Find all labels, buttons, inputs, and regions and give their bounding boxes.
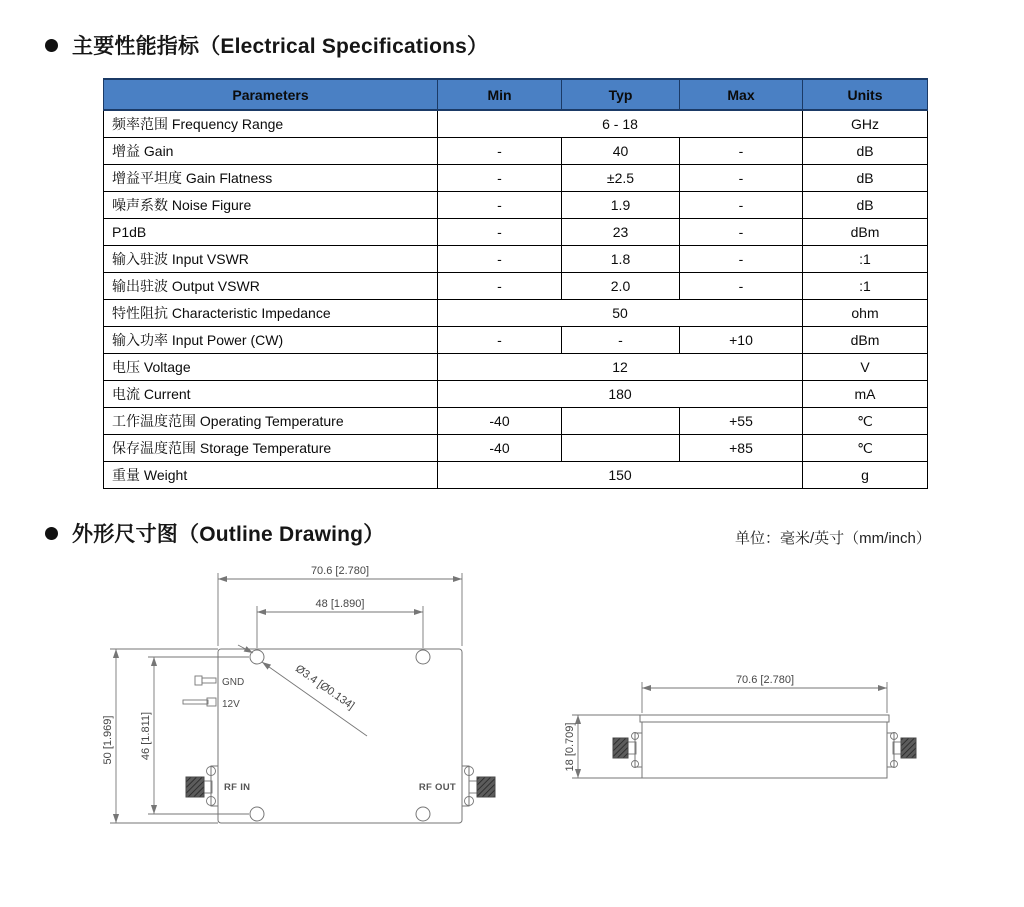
table-cell: 噪声系数 Noise Figure xyxy=(104,192,438,219)
table-row xyxy=(104,138,928,165)
table-cell xyxy=(562,408,680,435)
table-row xyxy=(104,192,928,219)
side-left-connector xyxy=(613,733,642,768)
side-right-connector xyxy=(887,733,916,768)
table-row xyxy=(104,110,928,138)
front-view xyxy=(102,565,495,823)
table-cell: - xyxy=(438,327,562,354)
table-header-cell: Min xyxy=(438,79,562,110)
table-cell: 23 xyxy=(562,219,680,246)
table-cell: 40 xyxy=(562,138,680,165)
sma-nut xyxy=(613,738,628,758)
header-row xyxy=(104,79,928,110)
table-cell: 电流 Current xyxy=(104,381,438,408)
table-row xyxy=(104,381,928,408)
sma-nut xyxy=(186,777,204,797)
table-cell: 2.0 xyxy=(562,273,680,300)
table-cell: - xyxy=(562,327,680,354)
table-cell: - xyxy=(438,138,562,165)
table-cell: 输入驻波 Input VSWR xyxy=(104,246,438,273)
table-cell: 180 xyxy=(438,381,803,408)
table-cell: :1 xyxy=(803,273,928,300)
spec-table-body xyxy=(104,110,928,489)
table-cell: - xyxy=(438,192,562,219)
table-row xyxy=(104,273,928,300)
table-cell: dBm xyxy=(803,219,928,246)
bullet-icon xyxy=(45,527,58,540)
table-cell: +10 xyxy=(680,327,803,354)
table-cell: 工作温度范围 Operating Temperature xyxy=(104,408,438,435)
table-cell: -40 xyxy=(438,408,562,435)
dimension-hole-spacing-h xyxy=(257,598,423,648)
table-header-cell: Units xyxy=(803,79,928,110)
table-cell: dB xyxy=(803,192,928,219)
table-cell: 150 xyxy=(438,462,803,489)
table-cell: dBm xyxy=(803,327,928,354)
side-view-body xyxy=(642,722,887,778)
side-view xyxy=(564,674,916,778)
side-view-lid xyxy=(640,715,889,722)
table-row xyxy=(104,165,928,192)
table-cell: 输出驻波 Output VSWR xyxy=(104,273,438,300)
table-row xyxy=(104,327,928,354)
rf-out-label: RF OUT xyxy=(418,782,456,793)
dimension-label: 48 [1.890] xyxy=(315,598,365,610)
spec-table-header xyxy=(104,79,928,110)
dimension-label: 46 [1.811] xyxy=(140,711,152,761)
mounting-hole xyxy=(250,807,264,821)
dimension-label: 18 [0.709] xyxy=(564,722,576,772)
table-cell: - xyxy=(680,192,803,219)
units-note: 单位：毫米/英寸（mm/inch） xyxy=(735,530,931,547)
section-title-text: 外形尺寸图（Outline Drawing） xyxy=(72,523,385,546)
table-cell: 6 - 18 xyxy=(438,110,803,138)
table-cell: dB xyxy=(803,165,928,192)
table-row xyxy=(104,408,928,435)
rf-in-label: RF IN xyxy=(224,782,251,793)
sma-nut xyxy=(901,738,916,758)
table-cell: dB xyxy=(803,138,928,165)
section-title-text: 主要性能指标（Electrical Specifications） xyxy=(72,35,489,58)
table-row xyxy=(104,462,928,489)
bullet-icon xyxy=(45,39,58,52)
table-header-cell: Max xyxy=(680,79,803,110)
table-row xyxy=(104,246,928,273)
table-cell: 频率范围 Frequency Range xyxy=(104,110,438,138)
table-row xyxy=(104,354,928,381)
table-cell: 1.8 xyxy=(562,246,680,273)
table-cell: ℃ xyxy=(803,408,928,435)
dimension-label: 70.6 [2.780] xyxy=(735,674,795,686)
table-cell: - xyxy=(438,219,562,246)
spec-table xyxy=(103,78,928,489)
front-view-outline xyxy=(218,649,462,823)
table-cell: ±2.5 xyxy=(562,165,680,192)
table-cell: V xyxy=(803,354,928,381)
table-cell: :1 xyxy=(803,246,928,273)
dimension-label: 50 [1.969] xyxy=(102,715,114,765)
outline-drawing xyxy=(95,550,985,860)
table-cell: GHz xyxy=(803,110,928,138)
mounting-hole xyxy=(416,650,430,664)
table-row xyxy=(104,219,928,246)
table-cell: - xyxy=(680,246,803,273)
power-pin-label: 12V xyxy=(222,699,240,710)
table-cell: mA xyxy=(803,381,928,408)
table-cell: P1dB xyxy=(104,219,438,246)
table-cell: 特性阻抗 Characteristic Impedance xyxy=(104,300,438,327)
table-cell: - xyxy=(680,138,803,165)
table-cell: -40 xyxy=(438,435,562,462)
table-row xyxy=(104,435,928,462)
table-cell: 保存温度范围 Storage Temperature xyxy=(104,435,438,462)
table-cell: 增益平坦度 Gain Flatness xyxy=(104,165,438,192)
hole-diameter-callout xyxy=(238,645,367,736)
table-cell: 1.9 xyxy=(562,192,680,219)
dimension-side-width xyxy=(642,674,887,713)
table-cell: 输入功率 Input Power (CW) xyxy=(104,327,438,354)
outline-drawing-section-title xyxy=(45,518,384,548)
table-cell: - xyxy=(438,246,562,273)
table-cell: 电压 Voltage xyxy=(104,354,438,381)
table-cell: - xyxy=(680,219,803,246)
table-cell: 12 xyxy=(438,354,803,381)
table-cell: ℃ xyxy=(803,435,928,462)
table-cell: ohm xyxy=(803,300,928,327)
table-cell: - xyxy=(680,273,803,300)
mounting-hole xyxy=(416,807,430,821)
table-cell: 重量 Weight xyxy=(104,462,438,489)
dimension-label: 70.6 [2.780] xyxy=(310,565,370,577)
rf-out-connector xyxy=(419,766,495,806)
sma-nut xyxy=(477,777,495,797)
hole-diameter-label: Ø3.4 [Ø0.134] xyxy=(292,662,357,713)
table-header-cell: Parameters xyxy=(104,79,438,110)
table-cell: - xyxy=(438,165,562,192)
electrical-specs-section-title xyxy=(45,30,488,60)
table-cell: 50 xyxy=(438,300,803,327)
table-cell: 增益 Gain xyxy=(104,138,438,165)
table-header-cell: Typ xyxy=(562,79,680,110)
table-row xyxy=(104,300,928,327)
table-cell: +85 xyxy=(680,435,803,462)
dimension-side-height xyxy=(564,715,642,778)
table-cell: - xyxy=(438,273,562,300)
power-pin xyxy=(183,698,240,710)
gnd-pin-label: GND xyxy=(222,677,245,688)
table-cell: - xyxy=(680,165,803,192)
table-cell: g xyxy=(803,462,928,489)
rf-in-connector xyxy=(186,766,250,806)
gnd-pin xyxy=(195,676,244,688)
table-cell: +55 xyxy=(680,408,803,435)
table-cell xyxy=(562,435,680,462)
